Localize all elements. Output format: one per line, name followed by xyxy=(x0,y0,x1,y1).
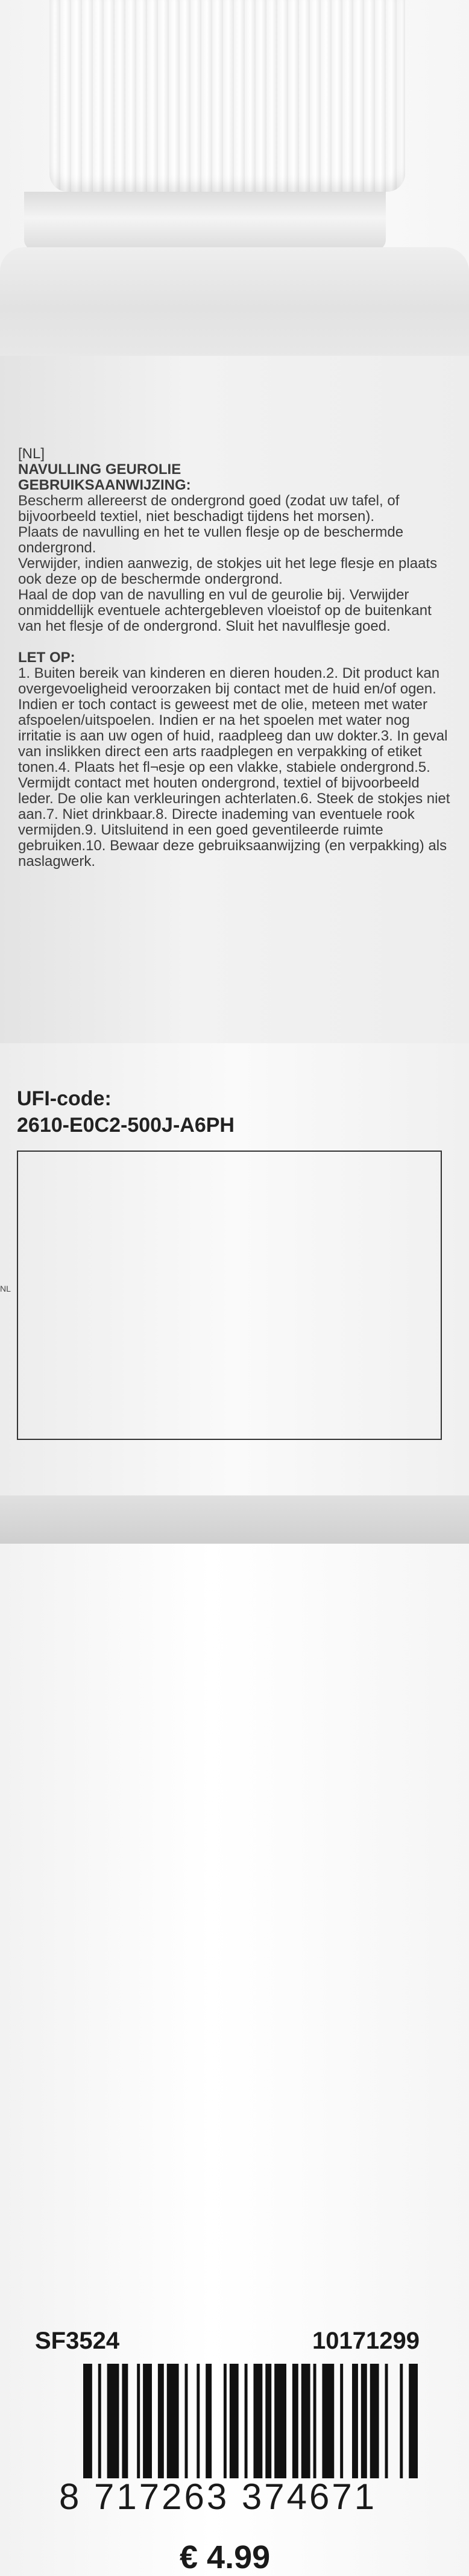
barcode-bar xyxy=(340,2364,343,2478)
warning-line: van inslikken direct een arts raadplegen en verpakking of etiket xyxy=(18,743,422,760)
warning-heading: LET OP: xyxy=(18,649,75,666)
article-number: 10171299 xyxy=(312,2328,420,2354)
instruction-line: Haal de dop van de navulling en vul de geurolie bij. Verwijder xyxy=(18,587,409,603)
instruction-line: Plaats de navulling en het te vullen flesje op de beschermde xyxy=(18,524,404,540)
warning-line: tonen.4. Plaats het fl¬esje op een vlakke, stabiele ondergrond.5. xyxy=(18,759,430,775)
warning-line: 1. Buiten bereik van kinderen en dieren houden.2. Dit product kan xyxy=(18,665,440,681)
warning-line: naslagwerk. xyxy=(18,853,96,870)
product-title: NAVULLING GEUROLIE xyxy=(18,461,181,478)
barcode-bar xyxy=(352,2364,358,2478)
barcode-bar xyxy=(409,2364,418,2478)
barcode-image xyxy=(83,2364,421,2478)
barcode-bar xyxy=(230,2364,239,2478)
warning-line: vermijden.9. Uitsluitend in een goed geventileerde ruimte xyxy=(18,822,383,838)
instruction-line: Verwijder, indien aanwezig, de stokjes uit het lege flesje en plaats xyxy=(18,555,438,572)
barcode-bar xyxy=(224,2364,227,2478)
barcode-bar xyxy=(265,2364,271,2478)
warning-line: irritatie is aan uw ogen of huid, raadpleeg dan uw dokter.3. In geval xyxy=(18,728,448,744)
barcode-bar xyxy=(322,2364,334,2478)
barcode-bar xyxy=(167,2364,179,2478)
sku-code: SF3524 xyxy=(35,2328,120,2354)
barcode-bar xyxy=(361,2364,367,2478)
barcode-bar xyxy=(292,2364,298,2478)
barcode-bar xyxy=(98,2364,101,2478)
barcode-bar xyxy=(143,2364,152,2478)
instruction-line: van het flesje of de ondergrond. Sluit het navulflesje goed. xyxy=(18,618,391,634)
barcode-bar xyxy=(274,2364,286,2478)
warning-line: gebruiken.10. Bewaar deze gebruiksaanwijzing (en verpakking) als xyxy=(18,838,447,854)
price-sticker xyxy=(17,1151,442,2575)
ufi-label: UFI-code: xyxy=(17,1087,112,1110)
instruction-line: ook deze op de beschermde ondergrond. xyxy=(18,571,283,587)
label-text xyxy=(18,446,469,870)
warning-line: afspoelen/uitspoelen. Indien er na het spoelen met water nog xyxy=(18,712,410,728)
barcode-bar xyxy=(137,2364,140,2478)
warning-line: Vermijdt contact met houten ondergrond, textiel of bijvoorbeeld xyxy=(18,775,420,791)
barcode-bar xyxy=(122,2364,128,2478)
barcode-bar xyxy=(253,2364,262,2478)
ufi-code: 2610-E0C2-500J-A6PH xyxy=(17,1114,234,1137)
warning-line: overgevoeligheid veroorzaken bij contact met de huid en/of ogen. xyxy=(18,681,436,697)
instruction-line: Bescherm allereerst de ondergrond goed (zodat uw tafel, of xyxy=(18,493,400,509)
barcode-bar xyxy=(400,2364,403,2478)
side-text: NL xyxy=(0,1284,11,1293)
warning-line: Indien er toch contact is geweest met de olie, meteen met water xyxy=(18,696,428,713)
instruction-line: bijvoorbeeld textiel, niet beschadigt tijdens het morsen). xyxy=(18,508,374,525)
bottle-shoulder xyxy=(0,247,469,368)
barcode-bar xyxy=(370,2364,379,2478)
language-code: [NL] xyxy=(18,446,45,462)
barcode-bar xyxy=(83,2364,92,2478)
barcode-bar xyxy=(245,2364,248,2478)
bottle-bottom xyxy=(0,1495,469,1544)
barcode-bar xyxy=(107,2364,119,2478)
price: € 4.99 xyxy=(180,2539,271,2575)
ean-number: 8 717263 374671 xyxy=(59,2477,377,2517)
instruction-line: ondergrond. xyxy=(18,540,96,556)
instructions-heading: GEBRUIKSAANWIJZING: xyxy=(18,477,191,493)
barcode-bar xyxy=(301,2364,310,2478)
barcode-bar xyxy=(313,2364,316,2478)
bottle-cap xyxy=(49,0,405,192)
barcode-bar xyxy=(197,2364,200,2478)
barcode-bar xyxy=(158,2364,164,2478)
warning-line: leder. De olie kan verkleuringen achterlaten.6. Steek de stokjes niet xyxy=(18,791,450,807)
barcode-bar xyxy=(184,2364,187,2478)
barcode-bar xyxy=(385,2364,388,2478)
barcode-bar xyxy=(206,2364,212,2478)
instruction-line: onmiddellijk eventuele achtergebleven vloeistof op de buitenkant xyxy=(18,602,432,619)
ufi-block xyxy=(17,1085,234,1138)
warning-line: aan.7. Niet drinkbaar.8. Directe inademing van eventuele rook xyxy=(18,806,415,822)
